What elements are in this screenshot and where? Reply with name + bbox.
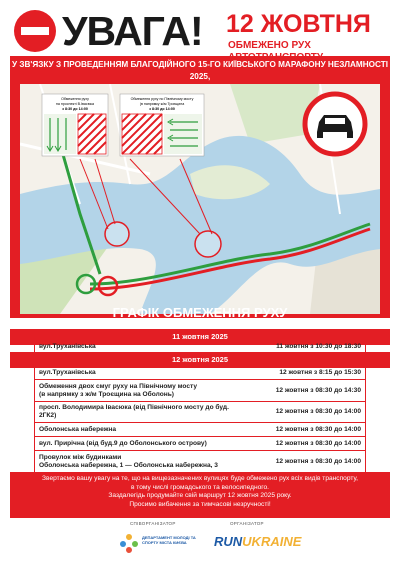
organizer-label: ОРГАНІЗАТОР bbox=[230, 521, 264, 526]
dept-logo bbox=[118, 530, 200, 556]
table-row bbox=[34, 451, 366, 473]
row-time: 11 жовтня з 10:30 до 18:30 bbox=[276, 342, 361, 350]
row-time: 12 жовтня з 8:15 до 15:30 bbox=[279, 368, 361, 376]
event-date: 12 ЖОВТНЯ bbox=[226, 10, 371, 38]
row-time: 12 жовтня з 08:30 до 14:00 bbox=[275, 408, 361, 415]
no-car-icon bbox=[305, 94, 365, 154]
row-time: 12 жовтня з 08:30 до 14:00 bbox=[275, 439, 361, 447]
table-row bbox=[34, 437, 366, 451]
row-location: Оболонська набережна bbox=[39, 425, 117, 433]
callout-circle-left bbox=[105, 222, 129, 246]
route-map bbox=[20, 84, 380, 314]
notice-line-3: Заздалегідь продумайте свій маршрут 12 жовтня 2025 року. bbox=[108, 492, 292, 500]
partner-label: СПІВОРГАНІЗАТОР bbox=[130, 521, 176, 526]
schedule-table-day2 bbox=[34, 365, 366, 473]
callout-left-line-2: на проспекті В.Івасюка bbox=[55, 102, 95, 106]
callout-left-line-1: Обмеження руху bbox=[61, 97, 89, 101]
map-svg bbox=[20, 84, 380, 314]
row-location: вул. Прирічна (від буд.9 до Оболонського острову) bbox=[39, 439, 207, 447]
info-panel bbox=[10, 56, 390, 318]
row-time: 12 жовтня з 08:30 до 14:00 bbox=[275, 425, 361, 433]
schedule-title: ГРАФІК ОБМЕЖЕННЯ РУХУ bbox=[112, 305, 288, 320]
intro-line-1: У ЗВ'ЯЗКУ З ПРОВЕДЕННЯМ БЛАГОДІЙНОГО 15-ГО КИЇВСЬКОГО МАРАФОНУ НЕЗЛАМНОСТІ 2025, bbox=[12, 60, 388, 81]
table-row bbox=[34, 402, 366, 423]
callout-right bbox=[120, 94, 204, 156]
callout-right-line-3: з 8:30 до 14:00 bbox=[149, 107, 175, 111]
dept-logo-text: ДЕПАРТАМЕНТ МОЛОДІ ТА СПОРТУ МІСТА КИЄВА bbox=[142, 535, 196, 545]
callout-right-line-2: (в напрямку ж/м Троєщина bbox=[139, 102, 185, 106]
no-entry-icon bbox=[14, 10, 56, 52]
header bbox=[14, 8, 386, 54]
row-location-line-2: Оболонська набережна, 1 — Оболонська набережна, 3 bbox=[39, 461, 218, 469]
row-location bbox=[35, 381, 245, 401]
callout-circle-right bbox=[195, 231, 221, 257]
row-time: 12 жовтня з 08:30 до 14:00 bbox=[275, 457, 361, 465]
run-logo-part2: UKRAINE bbox=[242, 534, 302, 549]
header-subtitle: ОБМЕЖЕНО РУХ bbox=[228, 40, 311, 51]
row-location: просп. Володимира Івасюка (від Північного мосту до буд. 2ГК2) bbox=[39, 404, 229, 419]
day-header-11: 11 жовтня 2025 bbox=[10, 329, 390, 345]
table-row bbox=[34, 365, 366, 380]
table-row bbox=[34, 380, 366, 402]
row-location-line-2: (в напрямку з ж/м Троєщина на Оболонь) bbox=[39, 390, 174, 398]
row-location: вул.Труханівська bbox=[39, 342, 96, 350]
row-time: 12 жовтня з 08:30 до 14:30 bbox=[275, 386, 361, 394]
notice-line-1: Звертаємо вашу увагу на те, що на вищезазначених вулицях буде обмежено рух всіх видів транспорту, bbox=[42, 475, 358, 482]
callout-right-line-1: Обмеження руху по Північному мосту bbox=[130, 97, 194, 101]
page-title: УВАГА! bbox=[62, 8, 203, 54]
row-location-line-1: Обмеження двох смуг руху на Північному мосту bbox=[39, 382, 198, 390]
row-location: вул.Труханівська bbox=[39, 368, 96, 376]
dept-logo-icon bbox=[118, 532, 140, 554]
row-location bbox=[35, 452, 245, 472]
row-location-line-1: Провулок між будинками bbox=[39, 453, 122, 461]
day-header-12: 12 жовтня 2025 bbox=[10, 352, 390, 368]
callout-left bbox=[42, 94, 108, 156]
table-row bbox=[34, 423, 366, 437]
run-logo-part1: RUN bbox=[214, 534, 243, 549]
callout-left-line-3: з 8:30 до 14:00 bbox=[62, 107, 88, 111]
run-ukraine-logo bbox=[214, 534, 301, 549]
notice-line-2: в тому числі громадського та велосипедного. bbox=[130, 483, 270, 491]
notice-line-4: Просимо вибачення за тимчасові незручності! bbox=[129, 500, 271, 508]
website-link[interactable]: kyivmarathon.org bbox=[153, 506, 247, 518]
